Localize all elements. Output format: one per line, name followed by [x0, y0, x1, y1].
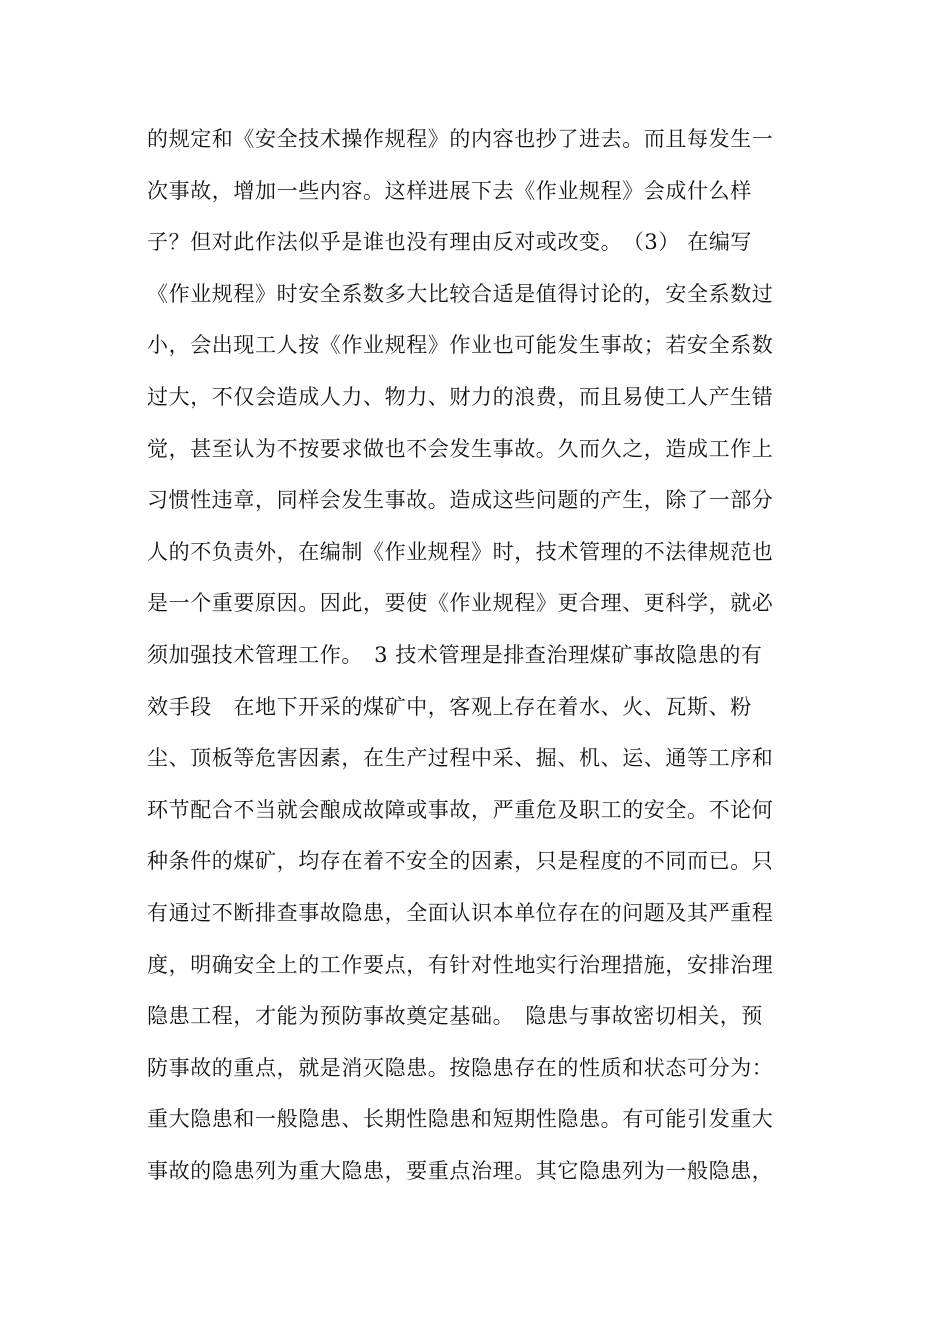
text-line: 效手段 在地下开采的煤矿中，客观上存在着水、火、瓦斯、粉 — [147, 694, 752, 719]
text-line: 须加强技术管理工作。 3 技术管理是排查治理煤矿事故隐患的有 — [147, 642, 763, 667]
text-line: 重大隐患和一般隐患、长期性隐患和短期性隐患。有可能引发重大 — [147, 1107, 774, 1132]
text-line: 的规定和《安全技术操作规程》的内容也抄了进去。而且每发生一 — [147, 127, 774, 151]
text-line: 隐患工程，才能为预防事故奠定基础。 隐患与事故密切相关，预 — [147, 1004, 763, 1029]
text-line: 小，会出现工人按《作业规程》作业也可能发生事故；若安全系数 — [147, 333, 774, 358]
text-line: 习惯性违章，同样会发生事故。造成这些问题的产生，除了一部分 — [147, 488, 774, 513]
text-line: 种条件的煤矿，均存在着不安全的因素，只是程度的不同而已。只 — [147, 849, 774, 874]
text-line: 度，明确安全上的工作要点，有针对性地实行治理措施，安排治理 — [147, 952, 774, 977]
text-line: 防事故的重点，就是消灭隐患。按隐患存在的性质和状态可分为： — [147, 1055, 774, 1080]
text-line: 事故的隐患列为重大隐患，要重点治理。其它隐患列为一般隐患， — [147, 1158, 774, 1183]
text-line: 是一个重要原因。因此，要使《作业规程》更合理、更科学，就必 — [147, 591, 774, 616]
text-line: 过大，不仅会造成人力、物力、财力的浪费，而且易使工人产生错 — [147, 384, 774, 409]
text-line: 次事故，增加一些内容。这样进展下去《作业规程》会成什么样 — [147, 178, 752, 203]
text-line: 《作业规程》时安全系数多大比较合适是值得讨论的，安全系数过 — [147, 281, 774, 306]
text-line: 人的不负责外，在编制《作业规程》时，技术管理的不法律规范也 — [147, 539, 774, 564]
text-line: 环节配合不当就会酿成故障或事故，严重危及职工的安全。不论何 — [147, 797, 774, 822]
body-text — [147, 114, 807, 1197]
text-line: 有通过不断排查事故隐患，全面认识本单位存在的问题及其严重程 — [147, 900, 774, 925]
text-line: 子？但对此作法似乎是谁也没有理由反对或改变。 （3） 在编写 — [147, 230, 753, 255]
text-line: 觉，甚至认为不按要求做也不会发生事故。久而久之，造成工作上 — [147, 436, 774, 461]
text-line: 尘、顶板等危害因素，在生产过程中采、掘、机、运、通等工序和 — [147, 746, 774, 771]
